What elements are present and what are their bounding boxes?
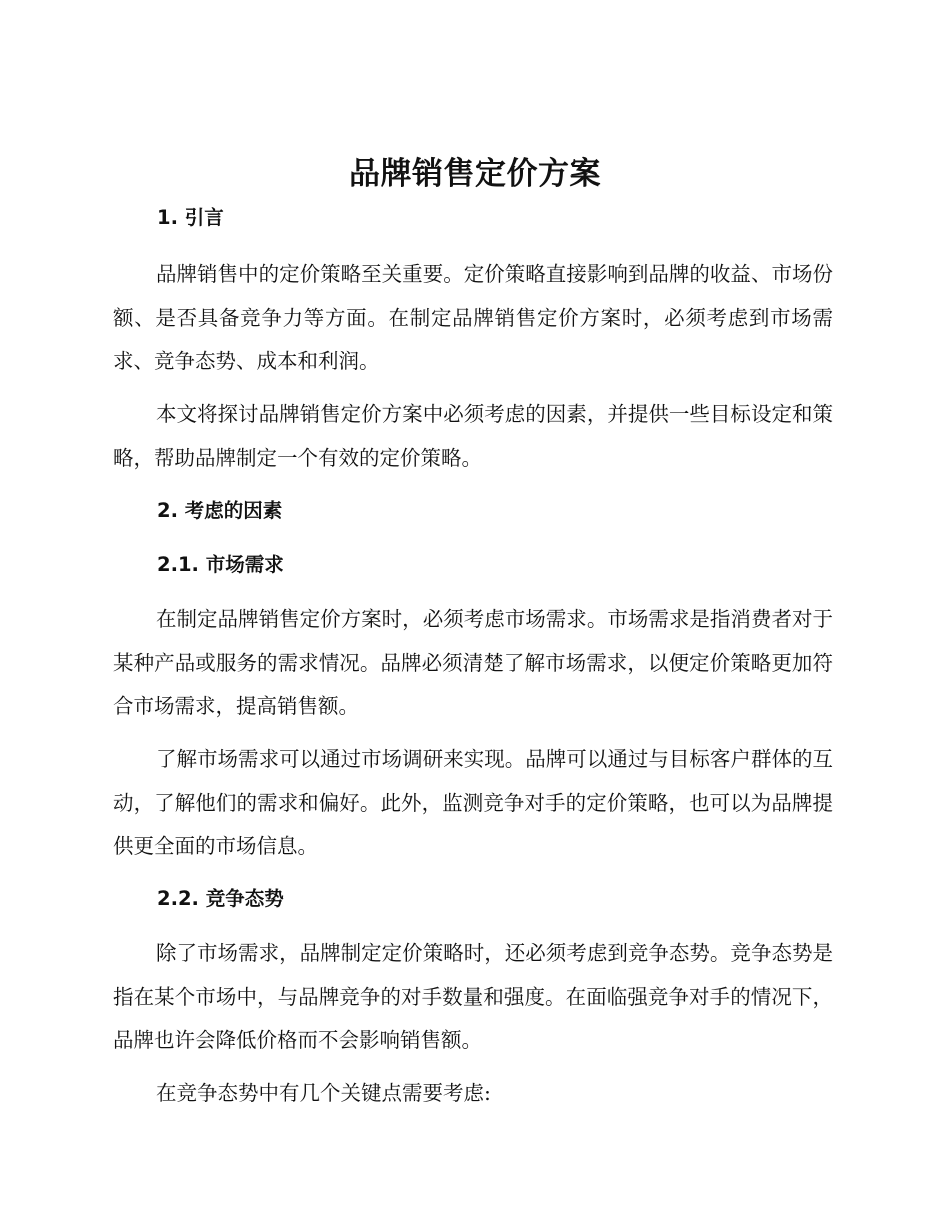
paragraph-introduction-2: 本文将探讨品牌销售定价方案中必须考虑的因素，并提供一些目标设定和策略，帮助品牌制定一个有效的定价策略。 — [113, 402, 833, 470]
section-heading-factors: 2. 考虑的因素 — [157, 499, 283, 522]
paragraph-competition-2: 在竞争态势中有几个关键点需要考虑: — [156, 1081, 491, 1105]
document-title: 品牌销售定价方案 — [349, 156, 601, 192]
paragraph-introduction-1: 品牌销售中的定价策略至关重要。定价策略直接影响到品牌的收益、市场份额、是否具备竞争力等方面。在制定品牌销售定价方案时，必须考虑到市场需求、竞争态势、成本和利润。 — [113, 262, 833, 373]
section-heading-competition: 2.2. 竞争态势 — [157, 887, 284, 910]
section-heading-introduction: 1. 引言 — [157, 206, 224, 229]
section-heading-market-demand: 2.1. 市场需求 — [157, 553, 284, 576]
paragraph-market-demand-2: 了解市场需求可以通过市场调研来实现。品牌可以通过与目标客户群体的互动，了解他们的需求和偏好。此外，监测竞争对手的定价策略，也可以为品牌提供更全面的市场信息。 — [113, 747, 833, 858]
paragraph-competition-1: 除了市场需求，品牌制定定价策略时，还必须考虑到竞争态势。竞争态势是指在某个市场中，与品牌竞争的对手数量和强度。在面临强竞争对手的情况下，品牌也许会降低价格而不会影响销售额。 — [113, 941, 833, 1052]
paragraph-market-demand-1: 在制定品牌销售定价方案时，必须考虑市场需求。市场需求是指消费者对于某种产品或服务的需求情况。品牌必须清楚了解市场需求，以便定价策略更加符合市场需求，提高销售额。 — [113, 607, 833, 718]
